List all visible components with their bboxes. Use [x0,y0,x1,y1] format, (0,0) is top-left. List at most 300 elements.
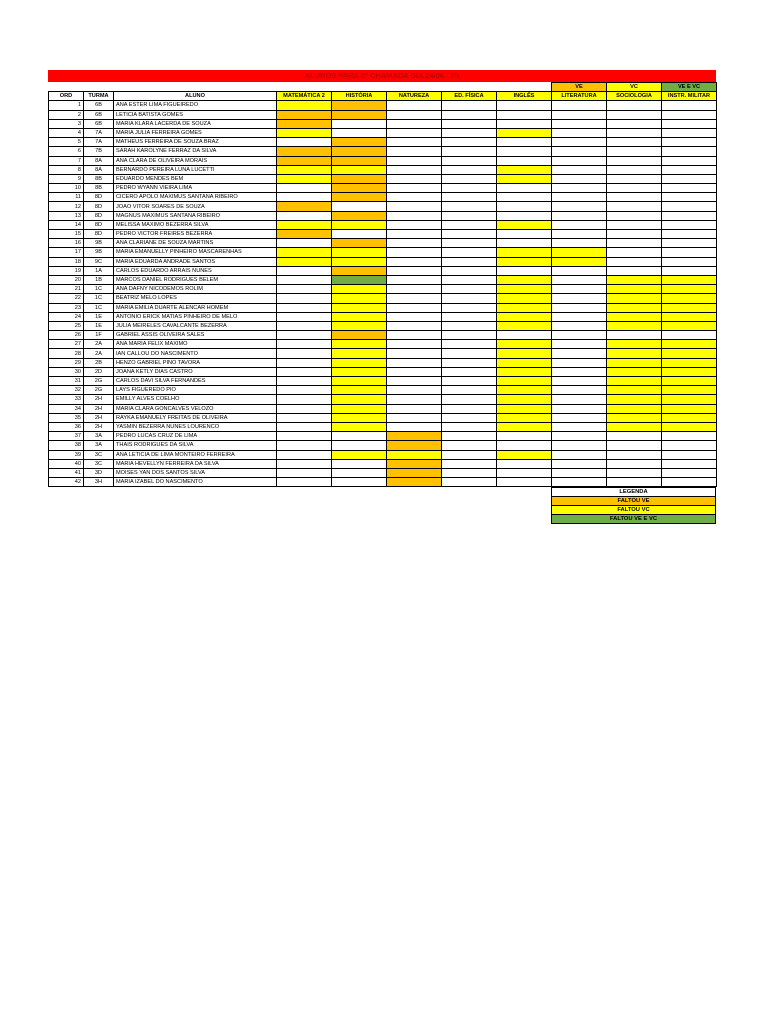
subject-cell [497,128,552,137]
subject-cell [552,211,607,220]
subject-cell [277,101,332,110]
cell-ord: 7 [49,156,84,165]
subject-cell [332,110,387,119]
subject-cell [442,285,497,294]
cell-ord: 38 [49,441,84,450]
subject-cell [442,138,497,147]
table-row [49,193,717,202]
subject-cell [277,184,332,193]
table-row [49,101,717,110]
subject-cell [387,239,442,248]
subject-cell [552,422,607,431]
subject-cell [662,395,717,404]
cell-turma: 8A [84,156,114,165]
subject-cell [442,165,497,174]
cell-aluno: MARIA HEVELLYN FERREIRA DA SILVA [114,459,277,468]
cell-aluno: MARIA IZABEL DO NASCIMENTO [114,478,277,487]
subject-cell [552,220,607,229]
subject-cell [277,340,332,349]
subject-cell [442,239,497,248]
table-row [49,377,717,386]
subject-cell [332,266,387,275]
cell-aluno: MAGNUS MAXIMUS SANTANA RIBEIRO [114,211,277,220]
subject-cell [332,422,387,431]
cell-turma: 6B [84,101,114,110]
subject-cell [607,202,662,211]
subject-cell [662,468,717,477]
subject-cell [497,340,552,349]
subject-cell [497,174,552,183]
subject-cell [332,432,387,441]
subject-cell [607,165,662,174]
subject-cell [387,349,442,358]
subject-cell [607,358,662,367]
subject-cell [497,257,552,266]
group-header-ve-vc: VE E VC [662,83,717,92]
col-header-ord: ORD [49,92,84,101]
cell-ord: 14 [49,220,84,229]
subject-cell [552,101,607,110]
subject-cell [442,386,497,395]
table-row [49,441,717,450]
cell-turma: 6B [84,110,114,119]
subject-cell [662,230,717,239]
cell-ord: 42 [49,478,84,487]
subject-cell [277,230,332,239]
cell-ord: 27 [49,340,84,349]
subject-cell [497,138,552,147]
table-row [49,349,717,358]
cell-aluno: ANA CLARA DE OLIVEIRA MORAIS [114,156,277,165]
subject-cell [607,413,662,422]
cell-aluno: MARIA KLARA LACERDA DE SOUZA [114,119,277,128]
subject-cell [662,413,717,422]
table-row [49,450,717,459]
col-header-matematica: MATEMÁTICA 2 [277,92,332,101]
subject-cell [552,138,607,147]
table-row [49,432,717,441]
subject-cell [607,367,662,376]
subject-cell [497,478,552,487]
group-header-ve: VE [552,83,607,92]
subject-cell [552,230,607,239]
subject-cell [387,101,442,110]
subject-cell [497,395,552,404]
cell-aluno: RAYKA EMANUELY FREITAS DE OLIVEIRA [114,413,277,422]
subject-cell [277,138,332,147]
cell-ord: 1 [49,101,84,110]
table-row [49,413,717,422]
legend-faltou-ve: FALTOU VE [552,497,716,506]
cell-ord: 6 [49,147,84,156]
subject-cell [442,321,497,330]
cell-ord: 31 [49,377,84,386]
legend [551,487,716,524]
subject-cell [442,312,497,321]
subject-cell [332,331,387,340]
cell-turma: 6B [84,119,114,128]
subject-cell [552,119,607,128]
subject-cell [277,239,332,248]
cell-ord: 36 [49,422,84,431]
subject-cell [332,303,387,312]
subject-cell [552,147,607,156]
cell-turma: 7A [84,138,114,147]
subject-cell [662,422,717,431]
subject-cell [442,413,497,422]
subject-cell [387,468,442,477]
subject-cell [552,450,607,459]
subject-cell [497,239,552,248]
subject-cell [497,349,552,358]
subject-cell [387,312,442,321]
column-header-row [49,92,717,101]
cell-turma: 8D [84,193,114,202]
subject-cell [662,257,717,266]
subject-cell [277,110,332,119]
cell-ord: 34 [49,404,84,413]
subject-cell [552,174,607,183]
subject-cell [332,101,387,110]
cell-ord: 23 [49,303,84,312]
subject-cell [662,202,717,211]
subject-cell [662,303,717,312]
subject-cell [387,459,442,468]
table-row [49,165,717,174]
subject-cell [332,349,387,358]
cell-ord: 25 [49,321,84,330]
subject-cell [387,321,442,330]
col-header-historia: HISTÓRIA [332,92,387,101]
subject-cell [552,386,607,395]
sheet-title: ALUNOS PARA 2ª CHAMADA DIA 24/06 - 7h [48,70,716,82]
subject-cell [442,450,497,459]
subject-cell [387,441,442,450]
subject-cell [387,386,442,395]
subject-cell [607,459,662,468]
table-row [49,395,717,404]
table-row [49,303,717,312]
subject-cell [662,101,717,110]
subject-cell [332,138,387,147]
subject-cell [442,266,497,275]
subject-cell [277,285,332,294]
subject-cell [607,386,662,395]
subject-cell [607,184,662,193]
cell-ord: 12 [49,202,84,211]
subject-cell [442,230,497,239]
cell-turma: 1C [84,294,114,303]
subject-cell [387,128,442,137]
cell-ord: 33 [49,395,84,404]
subject-cell [607,395,662,404]
subject-cell [277,165,332,174]
cell-ord: 10 [49,184,84,193]
subject-cell [332,340,387,349]
col-header-aluno: ALUNO [114,92,277,101]
subject-cell [387,266,442,275]
subject-cell [277,321,332,330]
subject-cell [607,211,662,220]
cell-ord: 17 [49,248,84,257]
subject-cell [607,248,662,257]
subject-cell [277,468,332,477]
subject-cell [552,257,607,266]
cell-aluno: BEATRIZ MELO LOPES [114,294,277,303]
subject-cell [497,331,552,340]
cell-aluno: ANA DAFNY NICODEMOS ROLIM [114,285,277,294]
cell-ord: 13 [49,211,84,220]
subject-cell [332,184,387,193]
subject-cell [662,312,717,321]
table-row [49,321,717,330]
subject-cell [552,184,607,193]
cell-ord: 11 [49,193,84,202]
cell-turma: 2B [84,358,114,367]
subject-cell [442,395,497,404]
cell-ord: 19 [49,266,84,275]
table-row [49,138,717,147]
subject-cell [442,220,497,229]
subject-cell [662,349,717,358]
subject-cell [552,275,607,284]
subject-cell [552,367,607,376]
table-row [49,422,717,431]
table-row [49,119,717,128]
table-row [49,468,717,477]
subject-cell [662,358,717,367]
subject-cell [552,156,607,165]
cell-ord: 26 [49,331,84,340]
subject-cell [497,119,552,128]
cell-turma: 3A [84,441,114,450]
subject-cell [552,478,607,487]
cell-turma: 9C [84,257,114,266]
subject-cell [497,101,552,110]
subject-cell [552,432,607,441]
subject-cell [332,395,387,404]
cell-turma: 1B [84,275,114,284]
subject-cell [497,358,552,367]
subject-cell [552,128,607,137]
cell-aluno: IAN CALLOU DO NASCIMENTO [114,349,277,358]
cell-aluno: PEDRO VICTOR FREIRES BEZERRA [114,230,277,239]
subject-cell [332,230,387,239]
subject-cell [662,459,717,468]
subject-cell [442,432,497,441]
col-header-instr-militar: INSTR. MILITAR [662,92,717,101]
cell-ord: 28 [49,349,84,358]
subject-cell [387,174,442,183]
subject-cell [387,404,442,413]
cell-ord: 21 [49,285,84,294]
subject-cell [332,257,387,266]
subject-cell [387,395,442,404]
subject-cell [387,110,442,119]
subject-cell [662,184,717,193]
table-row [49,331,717,340]
subject-cell [387,248,442,257]
subject-cell [607,110,662,119]
subject-cell [607,422,662,431]
table-row [49,147,717,156]
subject-cell [277,128,332,137]
table-row [49,386,717,395]
subject-cell [497,211,552,220]
subject-cell [277,193,332,202]
cell-aluno: MOISES YAN DOS SANTOS SILVA [114,468,277,477]
subject-cell [662,110,717,119]
subject-cell [387,220,442,229]
col-header-turma: TURMA [84,92,114,101]
cell-turma: 9B [84,239,114,248]
subject-cell [552,165,607,174]
subject-cell [607,275,662,284]
cell-aluno: ANA CLARIANE DE SOUZA MARTINS [114,239,277,248]
cell-turma: 2A [84,349,114,358]
subject-cell [387,367,442,376]
subject-cell [277,349,332,358]
subject-cell [607,101,662,110]
cell-aluno: MARIA CLARA GONCALVES VELOZO [114,404,277,413]
subject-cell [332,468,387,477]
subject-cell [497,432,552,441]
subject-cell [497,321,552,330]
cell-turma: 1F [84,331,114,340]
subject-cell [497,422,552,431]
subject-cell [277,266,332,275]
subject-cell [332,285,387,294]
subject-cell [277,202,332,211]
table-row [49,174,717,183]
subject-cell [277,404,332,413]
subject-cell [607,119,662,128]
col-header-sociologia: SOCIOLOGIA [607,92,662,101]
subject-cell [332,450,387,459]
cell-turma: 1C [84,285,114,294]
cell-ord: 16 [49,239,84,248]
subject-cell [332,174,387,183]
subject-cell [662,239,717,248]
subject-cell [277,248,332,257]
table-row [49,202,717,211]
subject-cell [332,459,387,468]
table-row [49,184,717,193]
cell-turma: 9B [84,248,114,257]
subject-cell [607,230,662,239]
subject-cell [607,441,662,450]
subject-cell [277,156,332,165]
group-header-spacer [49,83,552,92]
subject-cell [552,239,607,248]
subject-cell [662,321,717,330]
subject-cell [387,202,442,211]
subject-cell [497,184,552,193]
subject-cell [332,275,387,284]
subject-cell [662,275,717,284]
cell-ord: 37 [49,432,84,441]
subject-cell [497,285,552,294]
subject-cell [497,147,552,156]
subject-cell [662,266,717,275]
subject-cell [387,193,442,202]
legend-faltou-ve-vc: FALTOU VE E VC [552,515,716,524]
subject-cell [387,119,442,128]
cell-turma: 3D [84,468,114,477]
subject-cell [552,395,607,404]
subject-cell [552,358,607,367]
table-row [49,211,717,220]
cell-turma: 2G [84,377,114,386]
subject-cell [662,340,717,349]
subject-cell [662,211,717,220]
group-header-row [49,83,717,92]
subject-cell [607,156,662,165]
cell-ord: 15 [49,230,84,239]
cell-turma: 2H [84,422,114,431]
subject-cell [277,303,332,312]
cell-turma: 8D [84,202,114,211]
subject-cell [387,211,442,220]
subject-cell [442,119,497,128]
subject-cell [332,248,387,257]
subject-cell [497,377,552,386]
subject-cell [277,220,332,229]
subject-cell [277,450,332,459]
subject-cell [277,395,332,404]
subject-cell [332,156,387,165]
subject-cell [387,294,442,303]
subject-cell [552,441,607,450]
subject-cell [277,432,332,441]
subject-cell [442,193,497,202]
subject-cell [442,248,497,257]
subject-cell [332,478,387,487]
subject-cell [497,459,552,468]
subject-cell [442,459,497,468]
subject-cell [277,294,332,303]
subject-cell [442,349,497,358]
subject-cell [497,110,552,119]
table-row [49,220,717,229]
cell-turma: 1A [84,266,114,275]
cell-turma: 8D [84,220,114,229]
subject-cell [497,404,552,413]
subject-cell [662,294,717,303]
subject-cell [552,321,607,330]
legend-faltou-vc: FALTOU VC [552,506,716,515]
cell-aluno: YASMIN BEZERRA NUNES LOURENCO [114,422,277,431]
subject-cell [277,367,332,376]
subject-cell [497,413,552,422]
cell-aluno: MARIA EDUARDA ANDRADE SANTOS [114,257,277,266]
subject-cell [387,156,442,165]
subject-cell [332,358,387,367]
subject-cell [387,340,442,349]
table-row [49,248,717,257]
subject-cell [277,377,332,386]
table-row [49,230,717,239]
subject-cell [387,230,442,239]
cell-aluno: THAIS RODRIGUES DA SILVA [114,441,277,450]
cell-turma: 3H [84,478,114,487]
subject-cell [552,404,607,413]
subject-cell [607,377,662,386]
table-row [49,478,717,487]
subject-cell [277,413,332,422]
cell-turma: 8D [84,230,114,239]
subject-cell [662,367,717,376]
